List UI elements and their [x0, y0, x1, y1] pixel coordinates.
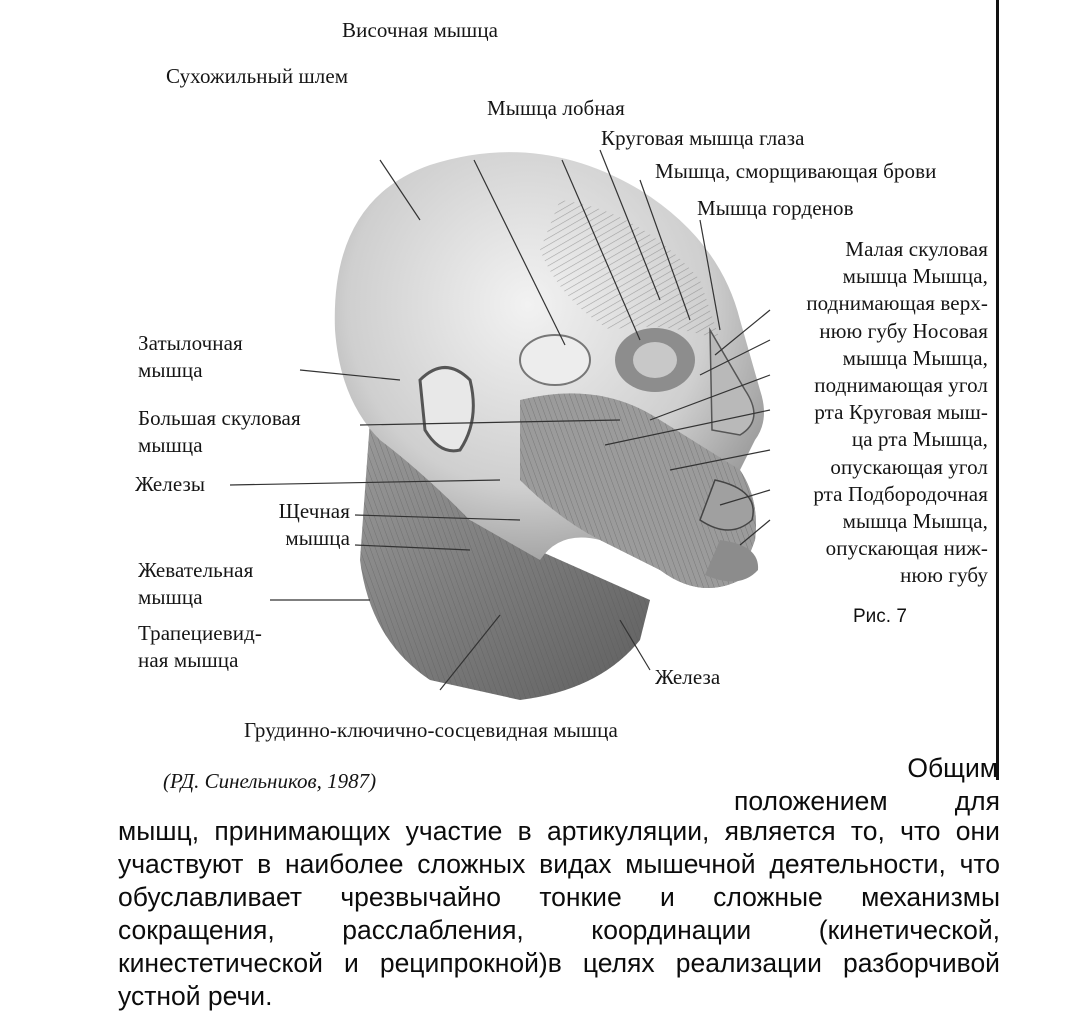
right-column-line: рта Круговая мыш- — [814, 400, 988, 425]
label-gland: Железа — [655, 665, 721, 689]
right-column-line: поднимающая верх- — [806, 291, 988, 316]
label-zygomaticus-major — [138, 405, 305, 459]
label-trapezius — [138, 620, 262, 674]
label-line: мышца — [138, 358, 203, 382]
paragraph-word: для — [954, 786, 1000, 816]
label-masseter — [138, 557, 253, 611]
right-column-line: рта Подбородочная — [813, 481, 988, 506]
right-column-line: мышца Мышца, — [842, 264, 988, 289]
paragraph-opening — [700, 752, 1000, 818]
label-line: мышца — [138, 433, 203, 457]
right-column-line: поднимающая угол — [814, 373, 988, 398]
label-right-column — [756, 236, 988, 590]
label-line: Трапециевид- — [138, 621, 262, 645]
paragraph-second-line — [700, 785, 1000, 818]
label-occipitalis — [138, 330, 243, 384]
right-column-line: нюю губу Носовая — [819, 318, 988, 343]
right-column-line: мышца Мышца, — [842, 509, 988, 534]
right-column-line: Малая скуловая — [845, 237, 988, 261]
label-line: Затылочная — [138, 331, 243, 355]
paragraph-body: мышц, принимающих участие в артикуляции, является то, что они участвуют в наиболее сложных видах мышечной деятельности, что обуславливает чрезвычайно тонкие и сложные механизмы сокращения, расслабления, координации (кинетической, кинестетической и реципрокной)в целях реализации разборчивой устной речи. — [118, 816, 1000, 1011]
label-line: Большая скуловая — [138, 406, 301, 430]
figure-citation: (РД. Синельников, 1987) — [163, 769, 377, 793]
label-frontalis: Мышца лобная — [487, 96, 625, 120]
label-orbicularis-oculi: Круговая мышца глаза — [601, 126, 805, 150]
label-sternocleidomastoid: Грудинно-ключично-сосцевидная мышца — [244, 718, 618, 742]
paragraph-first-word: Общим — [907, 753, 998, 783]
label-line: ная мышца — [138, 648, 239, 672]
figure-caption: Рис. 7 — [853, 606, 907, 627]
right-column-line: опускающая угол — [830, 454, 988, 479]
label-line: Жевательная — [138, 558, 254, 582]
margin-rule — [996, 0, 999, 780]
right-column-line: опускающая ниж- — [825, 536, 988, 561]
right-column-line: мышца Мышца, — [842, 345, 988, 370]
label-line: мышца — [138, 585, 203, 609]
temporal-region — [520, 335, 590, 385]
paragraph-word: положением — [734, 786, 888, 816]
label-procerus: Мышца горденов — [697, 196, 854, 220]
right-column-line: нюю губу — [900, 563, 988, 588]
label-corrugator: Мышца, сморщивающая брови — [655, 159, 937, 183]
label-galea: Сухожильный шлем — [166, 64, 349, 88]
label-temporalis: Височная мышца — [342, 18, 499, 42]
label-glands: Железы — [135, 472, 206, 496]
label-line: Щечная — [278, 499, 350, 523]
right-column-line: ца рта Мышца, — [851, 427, 988, 452]
label-buccinator — [260, 498, 350, 552]
label-line: мышца — [285, 526, 350, 550]
